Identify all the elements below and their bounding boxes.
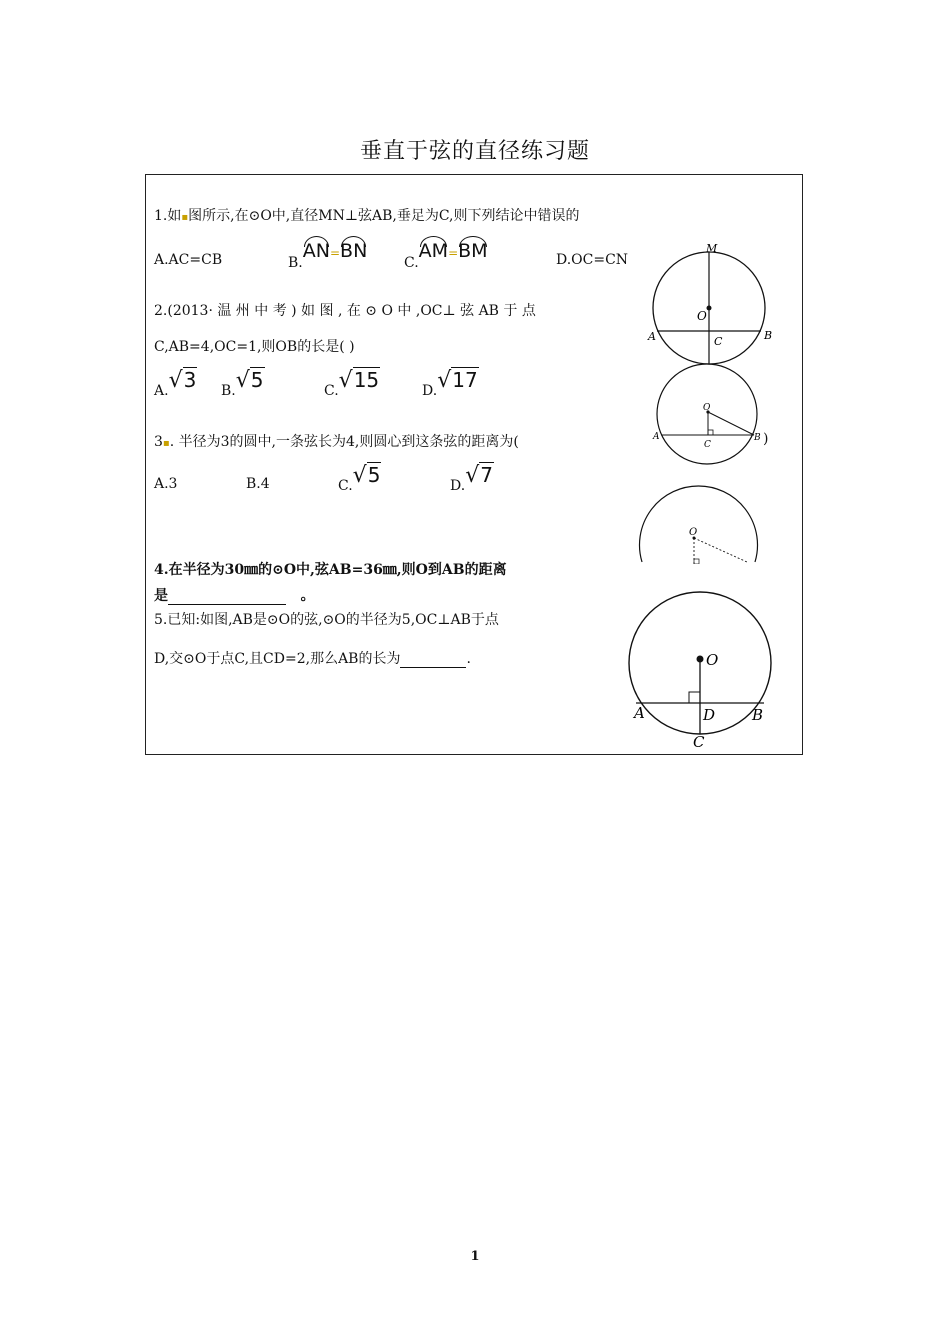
q1-option-a: A.AC=CB: [154, 252, 223, 268]
q2-option-a: A.√3: [154, 368, 197, 399]
answer-blank[interactable]: [400, 651, 466, 668]
arc-bm: BM: [458, 240, 488, 262]
q4-stem-line2: 是 。: [154, 588, 315, 604]
svg-text:M: M: [706, 242, 718, 255]
q3-option-c: C.√5: [338, 463, 381, 494]
svg-text:A: A: [634, 704, 645, 722]
q5-stem-line1: 5.已知:如图,AB是⊙O的弦,⊙O的半径为5,OC⊥AB于点: [154, 612, 499, 628]
svg-text:A: A: [648, 330, 656, 343]
figure-3-circle-partial: [632, 480, 762, 564]
q3-stem: 3▪. 半径为3的圆中,一条弦长为4,则圆心到这条弦的距离为(: [154, 434, 519, 450]
q5-stem-line2: D,交⊙O于点C,且CD=2,那么AB的长为 .: [154, 651, 471, 667]
page-title: 垂直于弦的直径练习题: [359, 139, 590, 164]
svg-text:B: B: [754, 433, 761, 443]
svg-text:O: O: [697, 309, 707, 323]
svg-text:C: C: [704, 440, 711, 450]
q2-option-c: C.√15: [324, 368, 380, 399]
svg-text:B: B: [752, 706, 764, 724]
arc-am: AM: [418, 240, 449, 262]
q1-stem: 1.如▪图所示,在⊙O中,直径MN⊥弦AB,垂足为C,则下列结论中错误的: [154, 208, 580, 224]
answer-blank[interactable]: [168, 588, 286, 605]
figure-4-circle-chord: [622, 585, 782, 755]
svg-text:A: A: [653, 432, 660, 442]
figure-2-circle-chord: [650, 362, 770, 468]
svg-text:C: C: [714, 335, 723, 348]
q2-option-b: B.√5: [221, 368, 264, 399]
page-number: 1: [470, 1249, 480, 1264]
q2-stem-line1: 2.(2013· 温 州 中 考 ) 如 图 , 在 ⊙ O 中 ,OC⊥ 弦 AB 于 点: [154, 303, 536, 319]
q4-stem-line1: 4.在半径为30㎜的⊙O中,弦AB=36㎜,则O到AB的距离: [154, 562, 507, 578]
svg-text:O: O: [706, 651, 719, 669]
q3-option-b: B.4: [246, 476, 270, 492]
figure-1-circle-diameter: [640, 240, 780, 370]
q1-option-c: C.AM=BM: [404, 240, 488, 271]
q3-option-d: D.√7: [450, 463, 493, 494]
q1-option-d: D.OC=CN: [556, 252, 629, 268]
q3-option-a: A.3: [154, 476, 178, 492]
svg-text:B: B: [764, 329, 773, 342]
svg-text:C: C: [693, 733, 705, 751]
q2-option-d: D.√17: [422, 368, 478, 399]
q2-stem-line2: C,AB=4,OC=1,则OB的长是( ): [154, 339, 355, 355]
arc-bn: BN: [340, 240, 368, 262]
arc-an: AN: [302, 240, 330, 262]
marker-dot: ▪: [162, 438, 170, 449]
svg-text:O: O: [703, 403, 711, 413]
q1-option-b: B.AN=BN: [288, 240, 368, 271]
q3-close-paren: ): [763, 431, 769, 447]
marker-dot: ▪: [181, 212, 189, 223]
svg-text:O: O: [689, 527, 698, 538]
svg-text:D: D: [703, 706, 716, 724]
